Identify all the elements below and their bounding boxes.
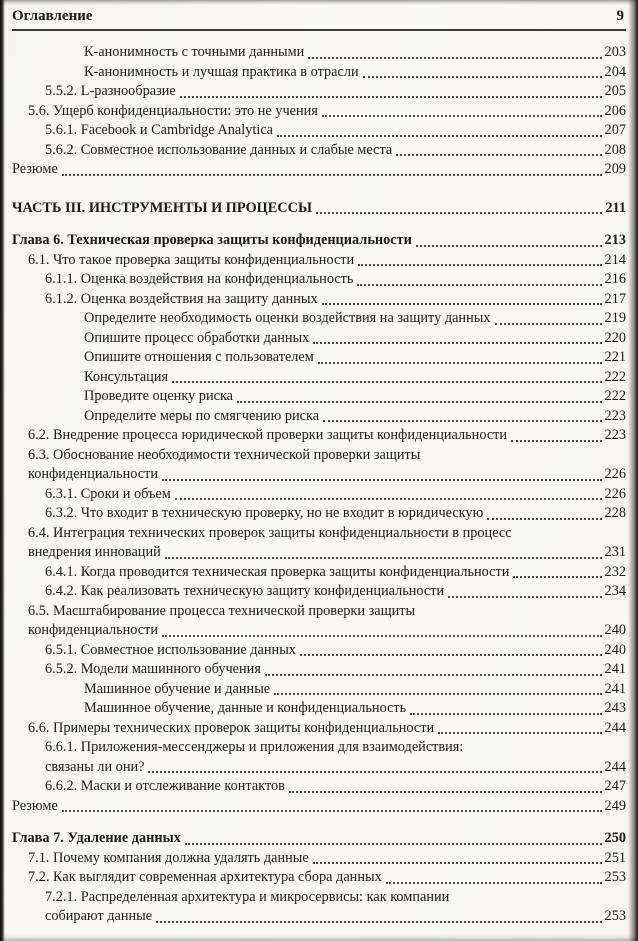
toc-entry-page: 223 bbox=[604, 407, 626, 424]
toc-entry bbox=[12, 270, 626, 290]
dot-leader bbox=[410, 713, 601, 715]
toc-entry-line bbox=[45, 777, 626, 797]
toc-entry-line bbox=[45, 141, 626, 161]
toc-entry-line bbox=[28, 719, 626, 739]
toc-entry-page: 251 bbox=[604, 849, 626, 866]
dot-leader bbox=[308, 57, 601, 59]
toc-entry-line bbox=[45, 660, 626, 680]
toc-entry-page: 234 bbox=[604, 583, 626, 599]
toc-entry-line bbox=[84, 309, 626, 329]
dot-leader bbox=[358, 264, 601, 266]
toc-entry-page: 228 bbox=[604, 505, 626, 521]
toc-entry-page: 217 bbox=[604, 290, 626, 307]
toc-entry-page: 206 bbox=[604, 102, 626, 119]
toc-entry-line bbox=[45, 270, 626, 290]
toc-entry bbox=[12, 563, 626, 583]
toc-entry-wrap-line: 6.4. Интеграция технических проверок защиты конфиденциальности в процесс bbox=[28, 524, 512, 541]
toc-entry bbox=[12, 797, 626, 817]
toc-entry-text: 6.2. Внедрение процесса юридической проверки защиты конфиденциальности bbox=[28, 427, 508, 443]
toc-entry-page: 223 bbox=[604, 427, 626, 443]
dot-leader bbox=[386, 882, 602, 884]
toc-entry-text: Определите необходимость оценки воздействия на защиту данных bbox=[84, 310, 491, 326]
toc-entry-text: 6.6. Примеры технических проверок защиты конфиденциальности bbox=[28, 719, 435, 736]
scan-shadow-left bbox=[0, 0, 5, 941]
toc-entry-text: 6.3.2. Что входит в техническую проверку, но не входит в юридическую bbox=[45, 505, 484, 521]
dot-leader bbox=[322, 115, 602, 117]
toc-entry-text: конфиденциальности bbox=[28, 466, 159, 482]
toc-entry-text: Машинное обучение и данные bbox=[84, 680, 271, 697]
toc-entry bbox=[12, 160, 626, 180]
toc-entry bbox=[12, 141, 626, 161]
toc-entry-text: К-анонимность с точными данными bbox=[84, 44, 305, 60]
toc-entry bbox=[12, 602, 626, 641]
toc-entry-page: 209 bbox=[604, 161, 626, 177]
toc-entry bbox=[12, 719, 626, 739]
toc-entry-page: 253 bbox=[604, 908, 626, 924]
toc-entry-text: 5.6. Ущерб конфиденциальности: это не учения bbox=[28, 102, 318, 119]
toc-entry-page: 247 bbox=[604, 778, 626, 794]
toc-entry-page: 222 bbox=[604, 368, 626, 385]
toc-entry-wrap-line: 7.2.1. Распределенная архитектура и микросервисы: как компании bbox=[45, 888, 450, 905]
dot-leader bbox=[322, 303, 602, 305]
dot-leader bbox=[363, 76, 602, 78]
toc-entry-page: 244 bbox=[604, 758, 626, 775]
dot-leader bbox=[162, 635, 602, 637]
toc-entry-text: Консультация bbox=[84, 368, 169, 385]
dot-leader bbox=[265, 674, 602, 676]
toc-entry-line bbox=[45, 121, 626, 141]
toc-entry-text: Глава 7. Удаление данных bbox=[12, 830, 181, 846]
toc-entry-line bbox=[45, 504, 626, 524]
toc-entry-line bbox=[84, 43, 626, 63]
toc-entry-text: ЧАСТЬ III. ИНСТРУМЕНТЫ И ПРОЦЕССЫ bbox=[12, 199, 313, 216]
toc-entry-wrap-line: 6.5. Масштабирование процесса технической проверки защиты bbox=[28, 602, 416, 619]
toc-entry-text: 6.3.1. Сроки и объем bbox=[45, 485, 171, 502]
dot-leader bbox=[513, 576, 601, 578]
toc-entry-page: 240 bbox=[604, 641, 626, 658]
toc-entry-text: 5.6.2. Совместное использование данных и слабые места bbox=[45, 141, 393, 158]
toc-entry-text: 6.1.2. Оценка воздействия на защиту данных bbox=[45, 290, 318, 307]
scan-shadow-right bbox=[628, 0, 638, 941]
header-rule bbox=[12, 29, 626, 31]
dot-leader bbox=[237, 401, 602, 403]
toc-entry bbox=[12, 582, 626, 602]
page-number: 9 bbox=[616, 8, 624, 24]
toc-entry-line bbox=[12, 231, 626, 251]
toc-entry-line bbox=[45, 290, 626, 310]
toc-entry bbox=[12, 485, 626, 505]
toc-entry bbox=[12, 777, 626, 797]
toc-entry bbox=[12, 504, 626, 524]
toc-entry-text: Машинное обучение, данные и конфиденциальность bbox=[84, 700, 407, 716]
dot-leader bbox=[180, 96, 602, 98]
toc-entry-text: Резюме bbox=[12, 161, 58, 177]
dot-leader bbox=[448, 596, 601, 598]
toc-entry-page: 241 bbox=[604, 661, 626, 677]
toc-entry bbox=[12, 121, 626, 141]
toc-entry bbox=[12, 426, 626, 446]
dot-leader bbox=[318, 362, 602, 364]
dot-leader bbox=[323, 420, 601, 422]
toc-entry bbox=[12, 102, 626, 122]
toc-entry-text: Определите меры по смягчению риска bbox=[84, 407, 320, 424]
toc-entry-line bbox=[28, 621, 626, 641]
toc-entry-page: 250 bbox=[604, 830, 626, 846]
dot-leader bbox=[148, 771, 601, 773]
toc-entry-page: 222 bbox=[604, 388, 626, 404]
toc-entry-text: 6.6.2. Маски и отслеживание контактов bbox=[45, 778, 285, 794]
toc-entry-page: 208 bbox=[604, 141, 626, 158]
toc-entry-page: 203 bbox=[604, 44, 626, 60]
toc-entry-page: 213 bbox=[604, 232, 626, 248]
dot-leader bbox=[416, 245, 602, 247]
toc-entry-page: 231 bbox=[604, 544, 626, 560]
toc-entry bbox=[12, 407, 626, 427]
dot-leader bbox=[172, 381, 601, 383]
toc-entry-text: 5.6.1. Facebook и Cambridge Analytica bbox=[45, 122, 274, 138]
toc-entry bbox=[12, 641, 626, 661]
toc-entry-line bbox=[45, 641, 626, 661]
toc-entry-line bbox=[84, 699, 626, 719]
toc-entry-line bbox=[12, 797, 626, 817]
dot-leader bbox=[185, 843, 602, 845]
dot-leader bbox=[357, 284, 601, 286]
toc-entry-line bbox=[84, 63, 626, 83]
toc-entry-page: 240 bbox=[604, 622, 626, 638]
toc-entry-page: 211 bbox=[605, 199, 626, 216]
toc-entry-line bbox=[84, 680, 626, 700]
toc-entry bbox=[12, 348, 626, 368]
toc-entry-line bbox=[28, 426, 626, 446]
toc-entry-text: Опишите отношения с пользователем bbox=[84, 349, 314, 365]
toc-entry bbox=[12, 660, 626, 680]
dot-leader bbox=[289, 791, 602, 793]
toc-entry-page: 205 bbox=[604, 83, 626, 99]
toc-entry bbox=[12, 43, 626, 63]
toc-entry-line bbox=[45, 563, 626, 583]
dot-leader bbox=[175, 498, 602, 500]
toc-entry bbox=[12, 290, 626, 310]
toc-entry-wrap-line: 6.3. Обоснование необходимости технической проверки защиты bbox=[28, 446, 421, 463]
toc-entry-text: 6.1. Что такое проверка защиты конфиденциальности bbox=[28, 251, 355, 268]
toc-entry-page: 221 bbox=[604, 349, 626, 365]
toc-entry-page: 216 bbox=[604, 271, 626, 287]
toc-entry-line bbox=[28, 251, 626, 271]
toc-entry bbox=[12, 368, 626, 388]
toc-entry bbox=[12, 82, 626, 102]
toc-entry-page: 244 bbox=[604, 719, 626, 736]
dot-leader bbox=[396, 154, 601, 156]
toc-entry-line bbox=[45, 82, 626, 102]
dot-leader bbox=[277, 135, 602, 137]
toc-entry-page: 232 bbox=[604, 563, 626, 580]
toc-entry-text: 6.4.2. Как реализовать техническую защиту конфиденциальности bbox=[45, 583, 445, 599]
dot-leader bbox=[300, 654, 602, 656]
toc-entry-line bbox=[28, 543, 626, 563]
toc-entry-line bbox=[28, 102, 626, 122]
dot-leader bbox=[274, 693, 601, 695]
toc-entry-page: 226 bbox=[604, 485, 626, 502]
toc-entry-page: 219 bbox=[604, 310, 626, 326]
toc-entry bbox=[12, 329, 626, 349]
toc-list bbox=[12, 43, 626, 927]
dot-leader bbox=[165, 557, 602, 559]
dot-leader bbox=[495, 323, 602, 325]
toc-entry bbox=[12, 829, 626, 849]
toc-entry-text: Опишите процесс обработки данных bbox=[84, 329, 310, 346]
dot-leader bbox=[156, 921, 601, 923]
toc-entry-page: 207 bbox=[604, 122, 626, 138]
toc-entry-page: 226 bbox=[604, 466, 626, 482]
toc-entry-line bbox=[28, 849, 626, 869]
toc-entry-line bbox=[28, 465, 626, 485]
toc-entry-page: 214 bbox=[604, 251, 626, 268]
toc-entry-text: 7.2. Как выглядит современная архитектура сбора данных bbox=[28, 869, 382, 885]
toc-entry-line bbox=[84, 368, 626, 388]
toc-entry-text: собирают данные bbox=[45, 908, 153, 924]
toc-entry-text: 6.5.1. Совместное использование данных bbox=[45, 641, 296, 658]
toc-entry bbox=[12, 63, 626, 83]
toc-entry bbox=[12, 446, 626, 485]
dot-leader bbox=[438, 732, 601, 734]
toc-entry-text: 5.5.2. L-разнообразие bbox=[45, 83, 176, 99]
toc-entry-text: конфиденциальности bbox=[28, 622, 159, 638]
toc-entry-line bbox=[45, 907, 626, 927]
toc-entry-text: Глава 6. Техническая проверка защиты конфиденциальности bbox=[12, 232, 412, 248]
toc-entry bbox=[12, 738, 626, 777]
toc-entry-text: К-анонимность и лучшая практика в отрасли bbox=[84, 63, 359, 80]
toc-entry bbox=[12, 680, 626, 700]
toc-entry-text: внедрения инноваций bbox=[28, 544, 161, 560]
toc-entry-text: 6.1.1. Оценка воздействия на конфиденциальность bbox=[45, 271, 354, 287]
toc-entry-line bbox=[28, 868, 626, 888]
dot-leader bbox=[62, 174, 602, 176]
toc-entry-text: 6.4.1. Когда проводится техническая проверка защиты конфиденциальности bbox=[45, 563, 510, 580]
toc-entry-line bbox=[45, 758, 626, 778]
toc-entry-line bbox=[12, 829, 626, 849]
page-title: Оглавление bbox=[12, 8, 93, 24]
toc-entry bbox=[12, 251, 626, 271]
toc-entry-wrap-line: 6.6.1. Приложения-мессенджеры и приложения для взаимодействия: bbox=[45, 739, 464, 755]
dot-leader bbox=[162, 479, 602, 481]
toc-entry bbox=[12, 231, 626, 251]
toc-entry-page: 249 bbox=[604, 797, 626, 814]
toc-entry-text: 6.5.2. Модели машинного обучения bbox=[45, 661, 261, 677]
toc-entry-page: 220 bbox=[604, 329, 626, 346]
toc-entry-text: Резюме bbox=[12, 797, 58, 814]
dot-leader bbox=[316, 212, 602, 214]
toc-entry bbox=[12, 868, 626, 888]
toc-entry-page: 253 bbox=[604, 869, 626, 885]
toc-entry-line bbox=[12, 199, 626, 219]
dot-leader bbox=[511, 440, 601, 442]
toc-entry bbox=[12, 699, 626, 719]
toc-entry bbox=[12, 387, 626, 407]
dot-leader bbox=[487, 518, 601, 520]
dot-leader bbox=[313, 862, 602, 864]
toc-entry bbox=[12, 888, 626, 927]
toc-entry bbox=[12, 849, 626, 869]
toc-entry-line bbox=[12, 160, 626, 180]
toc-entry bbox=[12, 199, 626, 219]
page-header bbox=[12, 5, 626, 29]
toc-entry-line bbox=[84, 329, 626, 349]
toc-entry-page: 243 bbox=[604, 700, 626, 716]
toc-entry-line bbox=[45, 485, 626, 505]
toc-entry-line bbox=[84, 387, 626, 407]
dot-leader bbox=[62, 810, 602, 812]
toc-entry-page: 204 bbox=[604, 63, 626, 80]
toc-entry-page: 241 bbox=[604, 680, 626, 697]
toc-entry-text: связаны ли они? bbox=[45, 758, 145, 775]
toc-entry-text: 7.1. Почему компания должна удалять данные bbox=[28, 849, 309, 866]
toc-entry-text: Проведите оценку риска bbox=[84, 388, 234, 404]
toc-entry bbox=[12, 309, 626, 329]
toc-entry-line bbox=[84, 407, 626, 427]
dot-leader bbox=[313, 342, 601, 344]
toc-entry-line bbox=[45, 582, 626, 602]
toc-entry-line bbox=[84, 348, 626, 368]
toc-entry bbox=[12, 524, 626, 563]
